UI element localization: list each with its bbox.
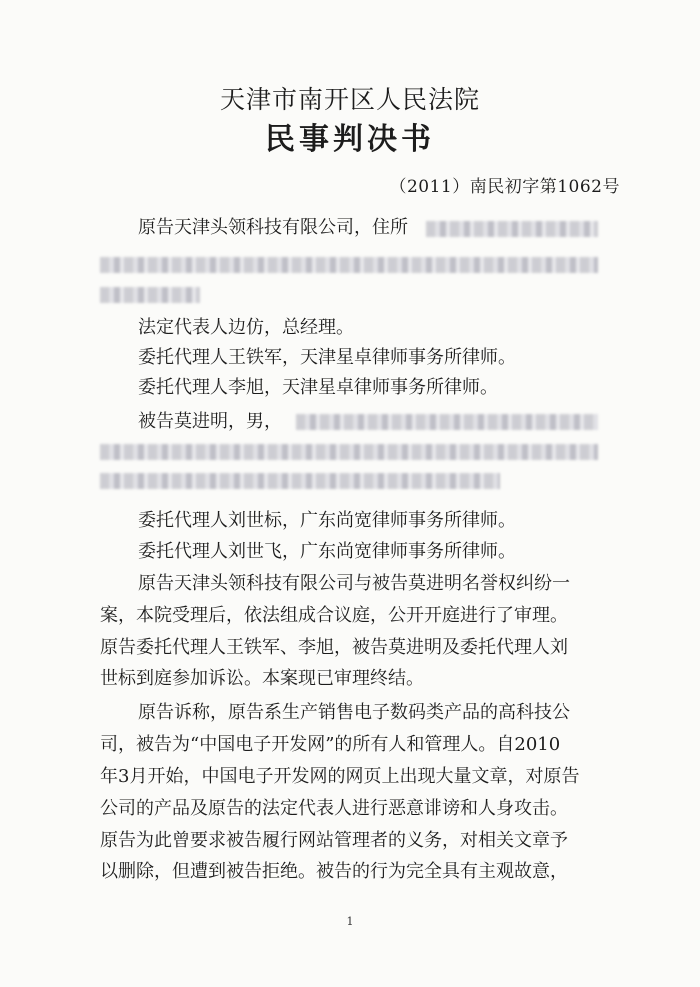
defendant-agent-1: 委托代理人刘世标，广东尚宽律师事务所律师。 (138, 510, 516, 531)
plaintiff-line: 原告天津头领科技有限公司，住所 (138, 217, 408, 238)
paragraph-line: 原告为此曾要求被告履行网站管理者的义务，对相关文章予 (100, 830, 568, 851)
redacted-defendant-info (100, 444, 598, 460)
case-number: （2011）南民初字第1062号 (389, 177, 620, 197)
redacted-address (100, 257, 598, 273)
paragraph-line: 原告诉称，原告系生产销售电子数码类产品的高科技公 (138, 702, 570, 723)
page-number: 1 (346, 915, 354, 928)
paragraph-line: 司，被告为“中国电子开发网”的所有人和管理人。自2010 (100, 734, 561, 755)
defendant-line: 被告莫进明，男， (138, 411, 282, 432)
redacted-defendant-info (296, 414, 598, 430)
paragraph-line: 世标到庭参加诉讼。本案现已审理终结。 (100, 668, 424, 689)
paragraph-line: 公司的产品及原告的法定代表人进行恶意诽谤和人身攻击。 (100, 798, 568, 819)
legal-representative: 法定代表人边仿，总经理。 (138, 317, 354, 338)
defendant-agent-2: 委托代理人刘世飞，广东尚宽律师事务所律师。 (138, 541, 516, 562)
paragraph-line: 以删除，但遭到被告拒绝。被告的行为完全具有主观故意， (100, 861, 568, 882)
redacted-defendant-info (100, 473, 500, 489)
plaintiff-agent-2: 委托代理人李旭，天津星卓律师事务所律师。 (138, 377, 498, 398)
redacted-address (426, 221, 598, 237)
paragraph-line: 案，本院受理后，依法组成合议庭，公开开庭进行了审理。 (100, 605, 568, 626)
document-title: 民事判决书 (265, 122, 435, 157)
paragraph-line: 原告天津头领科技有限公司与被告莫进明名誉权纠纷一 (138, 573, 570, 594)
court-name: 天津市南开区人民法院 (219, 85, 480, 114)
paragraph-line: 原告委托代理人王铁军、李旭，被告莫进明及委托代理人刘 (100, 637, 568, 658)
plaintiff-agent-1: 委托代理人王铁军，天津星卓律师事务所律师。 (138, 347, 516, 368)
paragraph-line: 年3月开始，中国电子开发网的网页上出现大量文章，对原告 (100, 766, 580, 787)
redacted-address (100, 287, 200, 303)
